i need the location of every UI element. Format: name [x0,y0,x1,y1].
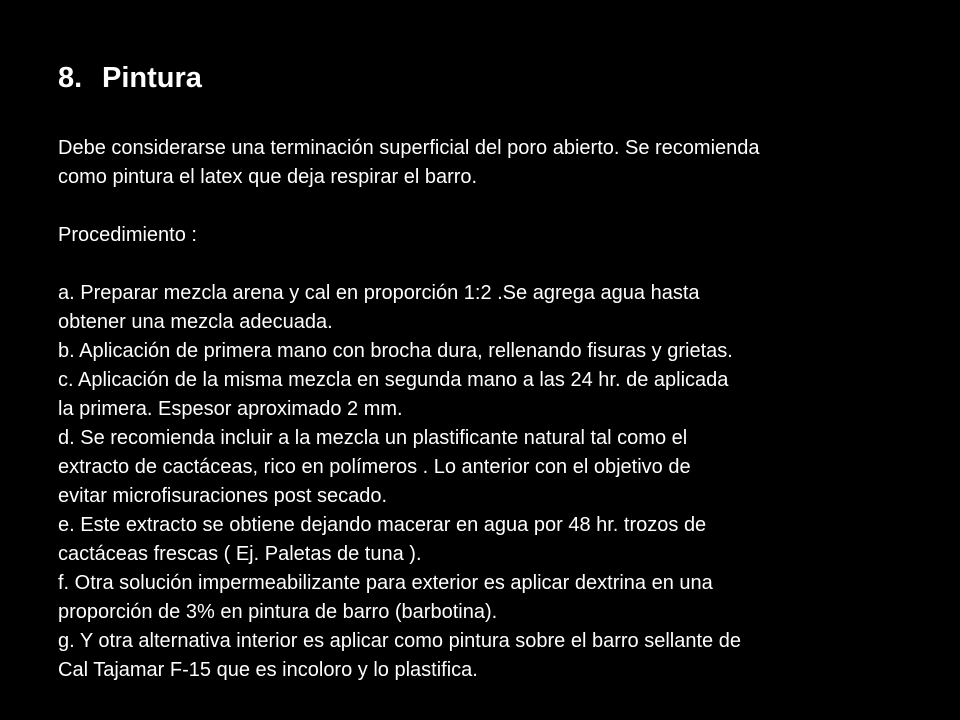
step-line: Cal Tajamar F-15 que es incoloro y lo plastifica. [58,659,478,681]
step-line: c. Aplicación de la misma mezcla en segunda mano a las 24 hr. de aplicada [58,369,729,391]
section-title: Pintura [102,62,202,94]
step-line: la primera. Espesor aproximado 2 mm. [58,398,403,420]
step-line: f. Otra solución impermeabilizante para exterior es aplicar dextrina en una [58,572,713,594]
intro-line: como pintura el latex que deja respirar el barro. [58,166,478,188]
step-line: e. Este extracto se obtiene dejando macerar en agua por 48 hr. trozos de [58,514,707,536]
intro-line: Debe considerarse una terminación superficial del poro abierto. Se recomienda [58,137,760,159]
step-line: proporción de 3% en pintura de barro (barbotina). [58,601,498,623]
section-number: 8. [58,62,83,94]
step-line: cactáceas frescas ( Ej. Paletas de tuna ). [58,543,422,565]
procedure-label: Procedimiento : [58,224,197,246]
step-line: g. Y otra alternativa interior es aplicar como pintura sobre el barro sellante de [58,630,741,652]
slide-body [58,134,918,685]
step-line: b. Aplicación de primera mano con brocha dura, rellenando fisuras y grietas. [58,340,733,362]
step-line: obtener una mezcla adecuada. [58,311,333,333]
step-line: d. Se recomienda incluir a la mezcla un plastificante natural tal como el [58,427,688,449]
paragraph-gap [58,250,918,279]
section-heading [58,58,202,98]
step-line: a. Preparar mezcla arena y cal en proporción 1:2 .Se agrega agua hasta [58,282,700,304]
step-line: extracto de cactáceas, rico en polímeros . Lo anterior con el objetivo de [58,456,691,478]
paragraph-gap [58,192,918,221]
step-line: evitar microfisuraciones post secado. [58,485,388,507]
